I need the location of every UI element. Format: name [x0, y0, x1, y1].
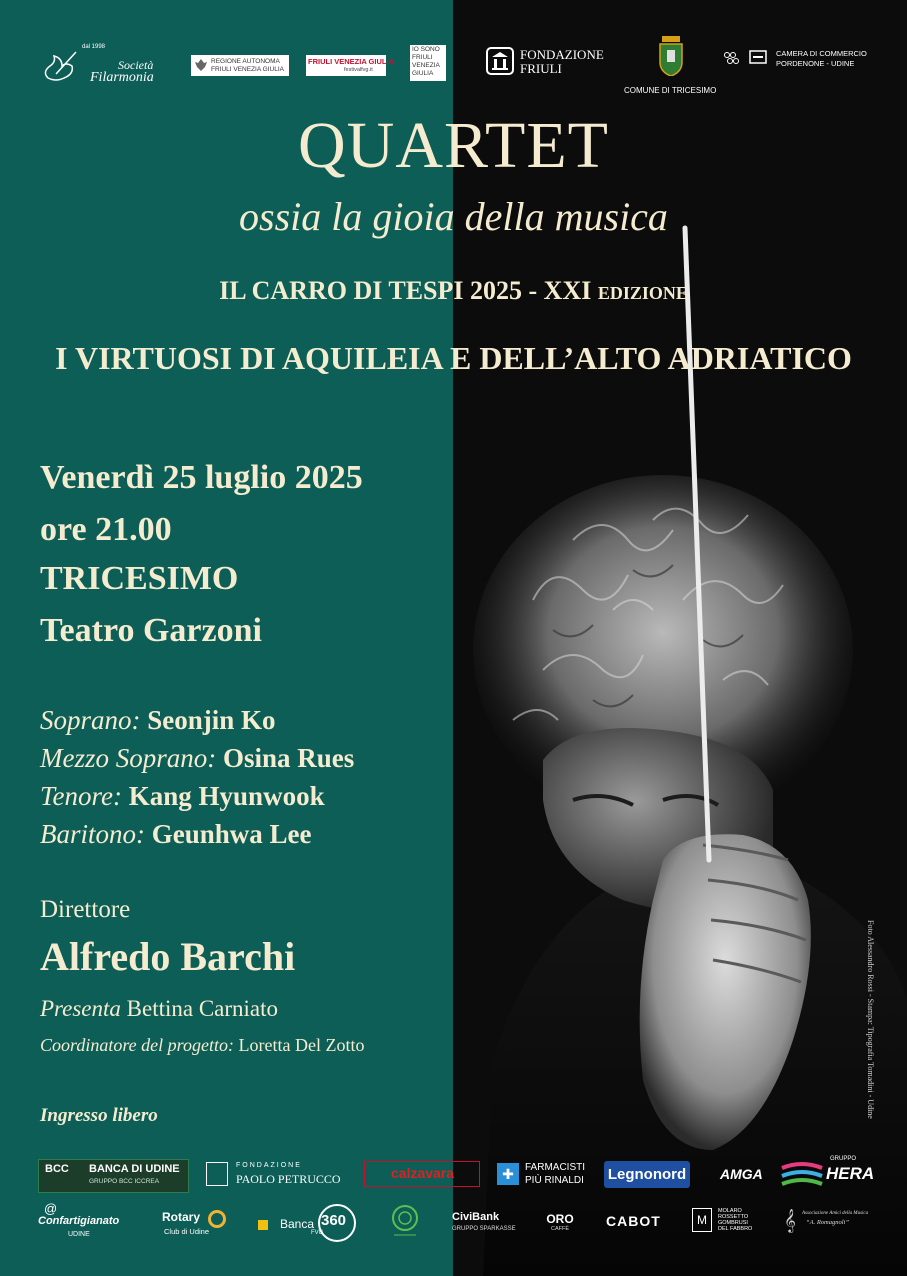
- legnonord-logo: Legnonord: [604, 1161, 690, 1188]
- rotary-wheel-icon: [208, 1210, 226, 1228]
- director-name: Alfredo Barchi: [40, 934, 296, 979]
- filarmonia-line1: Società: [118, 58, 154, 72]
- cast-role: Mezzo Soprano:: [40, 743, 217, 773]
- regione-line1: REGIONE AUTONOMA: [211, 58, 280, 65]
- event-time: ore 21.00: [40, 511, 172, 548]
- eagle-icon: [194, 58, 208, 72]
- rotary-club: Club di Udine: [164, 1227, 210, 1236]
- regione-logo: [191, 55, 289, 76]
- cast-role: Soprano:: [40, 705, 141, 735]
- molaro-logo: [692, 1208, 772, 1242]
- coat-of-arms-icon: [658, 36, 684, 76]
- molaro-line2: ROSSETTO: [718, 1214, 749, 1220]
- camera-line1: CAMERA DI COMMERCIO: [776, 49, 867, 58]
- coordinator-line: [40, 1035, 364, 1056]
- event-city: TRICESIMO: [40, 560, 239, 597]
- comune-tricesimo-logo: [622, 36, 732, 98]
- banca360-square-icon: [258, 1220, 268, 1230]
- civibank-group: GRUPPO SPARKASSE: [452, 1226, 516, 1232]
- regione-line2: FRIULI VENEZIA GIULIA: [211, 66, 284, 73]
- io-sono-line2: FRIULI: [412, 54, 433, 61]
- banca360-number: 360: [321, 1212, 347, 1229]
- cast-name: Osina Rues: [223, 743, 355, 773]
- amici-line2: “A. Romagnoli”: [806, 1219, 849, 1226]
- photo-credit: Foto Alessandro Rossi - Stampa: Tipografia Tomadini - Udine: [866, 920, 875, 1119]
- confartigianato-logo: [38, 1201, 148, 1245]
- io-sono-line3: VENEZIA: [412, 62, 440, 69]
- farmacisti-logo: [497, 1160, 597, 1190]
- banca360-sub: FVG: [311, 1230, 324, 1236]
- hera-group: GRUPPO: [830, 1156, 857, 1162]
- molaro-line4: DEL FABBRO: [718, 1226, 753, 1232]
- fondazione-friuli-logo: [486, 47, 616, 79]
- presenter-name: Bettina Carniato: [126, 996, 279, 1021]
- event-venue: Teatro Garzoni: [40, 612, 262, 649]
- cast-name: Seonjin Ko: [147, 705, 276, 735]
- cast-name: Geunhwa Lee: [151, 819, 312, 849]
- event-date: Venerdì 25 luglio 2025: [40, 459, 363, 496]
- rotary-logo: [148, 1210, 236, 1240]
- bcc-banca-udine-logo: [38, 1159, 189, 1193]
- hera-name: HERA: [826, 1164, 875, 1183]
- fondazione-petrucco-logo: [206, 1160, 346, 1190]
- molaro-m-icon: M: [692, 1208, 712, 1232]
- amga-logo: AMGA: [720, 1166, 763, 1182]
- civibank-logo: [452, 1211, 532, 1237]
- friuli-vg-festival-logo: [306, 55, 394, 76]
- io-sono-line4: GIULIA: [412, 70, 434, 77]
- university-seal-icon: [390, 1204, 420, 1240]
- cast-role: Tenore:: [40, 781, 123, 811]
- cast-mezzo-soprano: [40, 743, 354, 774]
- conductor-photo: [453, 0, 907, 1276]
- confartigianato-at-icon: @: [44, 1201, 58, 1216]
- filarmonia-line2: Filarmonia: [90, 70, 154, 85]
- amici-musica-logo: [784, 1208, 872, 1240]
- confartigianato-name: Confartigianato: [38, 1215, 120, 1227]
- petrucco-line2: PAOLO PETRUCCO: [236, 1172, 341, 1186]
- farmacisti-line1: FARMACISTI: [525, 1162, 586, 1173]
- edition-line: [0, 276, 907, 306]
- rotary-name: Rotary: [162, 1210, 201, 1224]
- io-sono-fvg-logo: [410, 45, 446, 81]
- hera-waves-icon: [780, 1160, 824, 1190]
- cast-baritono: [40, 819, 312, 850]
- fondazione-friuli-line1: FONDAZIONE: [520, 47, 604, 62]
- calzavara-name: calzavara: [391, 1165, 455, 1181]
- cast-soprano: [40, 705, 276, 736]
- molaro-line1: MOLARO: [718, 1208, 742, 1214]
- treble-clef-icon: 𝄞: [784, 1208, 796, 1232]
- poster-title: QUARTET: [298, 109, 609, 182]
- oro-sub: CAFFÈ: [550, 1226, 570, 1232]
- banca-360-logo: [258, 1204, 362, 1244]
- amici-line1: Associazione Amici della Musica: [802, 1211, 869, 1216]
- molaro-line3: GOMBRUSI: [718, 1220, 748, 1226]
- edition-main: IL CARRO DI TESPI 2025 - XXI: [219, 276, 592, 305]
- friuli-vg-brand: FRIULI VENEZIA GIULIA: [308, 57, 394, 66]
- io-sono-line1: IO SONO: [412, 46, 440, 53]
- friuli-vg-url: festivalfvg.it: [344, 67, 373, 73]
- confartigianato-sub: UDINE: [68, 1231, 90, 1238]
- banca360-label: Banca: [280, 1217, 315, 1231]
- violin-icon: [40, 48, 80, 88]
- udine-university-emblem: [390, 1204, 420, 1240]
- pharmacy-cross-icon: ✚: [497, 1163, 519, 1185]
- fondazione-friuli-line2: FRIULI: [520, 61, 562, 76]
- cast-tenore: [40, 781, 325, 812]
- cast-name: Kang Hyunwook: [128, 781, 325, 811]
- coordinator-label: Coordinatore del progetto:: [40, 1035, 234, 1055]
- camera-line2: PORDENONE - UDINE: [776, 59, 855, 68]
- cabot-logo: CABOT: [606, 1213, 661, 1229]
- calzavara-logo: [364, 1161, 480, 1187]
- camera-emblem-icon: [722, 49, 770, 67]
- presenter-line: [40, 996, 278, 1022]
- oro-caffe-logo: [540, 1212, 580, 1238]
- coordinator-name: Loretta Del Zotto: [238, 1035, 365, 1055]
- oro-name: ORO: [546, 1212, 574, 1226]
- bcc-group: GRUPPO BCC ICCREA: [89, 1178, 160, 1185]
- bcc-mark: BCC: [45, 1163, 69, 1175]
- farmacisti-line2: PIÙ RINALDI: [525, 1175, 584, 1186]
- hera-logo: [780, 1156, 875, 1192]
- director-label: Direttore: [40, 896, 131, 923]
- temple-icon: [486, 47, 514, 75]
- cast-role: Baritono:: [40, 819, 145, 849]
- bcc-name: BANCA DI UDINE: [89, 1163, 180, 1175]
- petrucco-emblem-icon: [206, 1162, 228, 1186]
- presenter-label: Presenta: [40, 996, 121, 1021]
- comune-label: COMUNE DI TRICESIMO: [624, 86, 717, 95]
- edition-suffix: EDIZIONE: [597, 283, 688, 303]
- photo-panel: [453, 0, 907, 1276]
- poster-subtitle: ossia la gioia della musica: [239, 194, 668, 239]
- ensemble-name: I VIRTUOSI DI AQUILEIA E DELL’ALTO ADRIATICO: [55, 340, 852, 376]
- camera-commercio-logo: [722, 48, 872, 72]
- petrucco-line1: FONDAZIONE: [236, 1162, 302, 1169]
- filarmonia-logo: [40, 44, 154, 88]
- filarmonia-since: dal 1998: [82, 44, 106, 50]
- admission-note: Ingresso libero: [40, 1105, 158, 1126]
- civibank-name: CiviBank: [452, 1211, 500, 1223]
